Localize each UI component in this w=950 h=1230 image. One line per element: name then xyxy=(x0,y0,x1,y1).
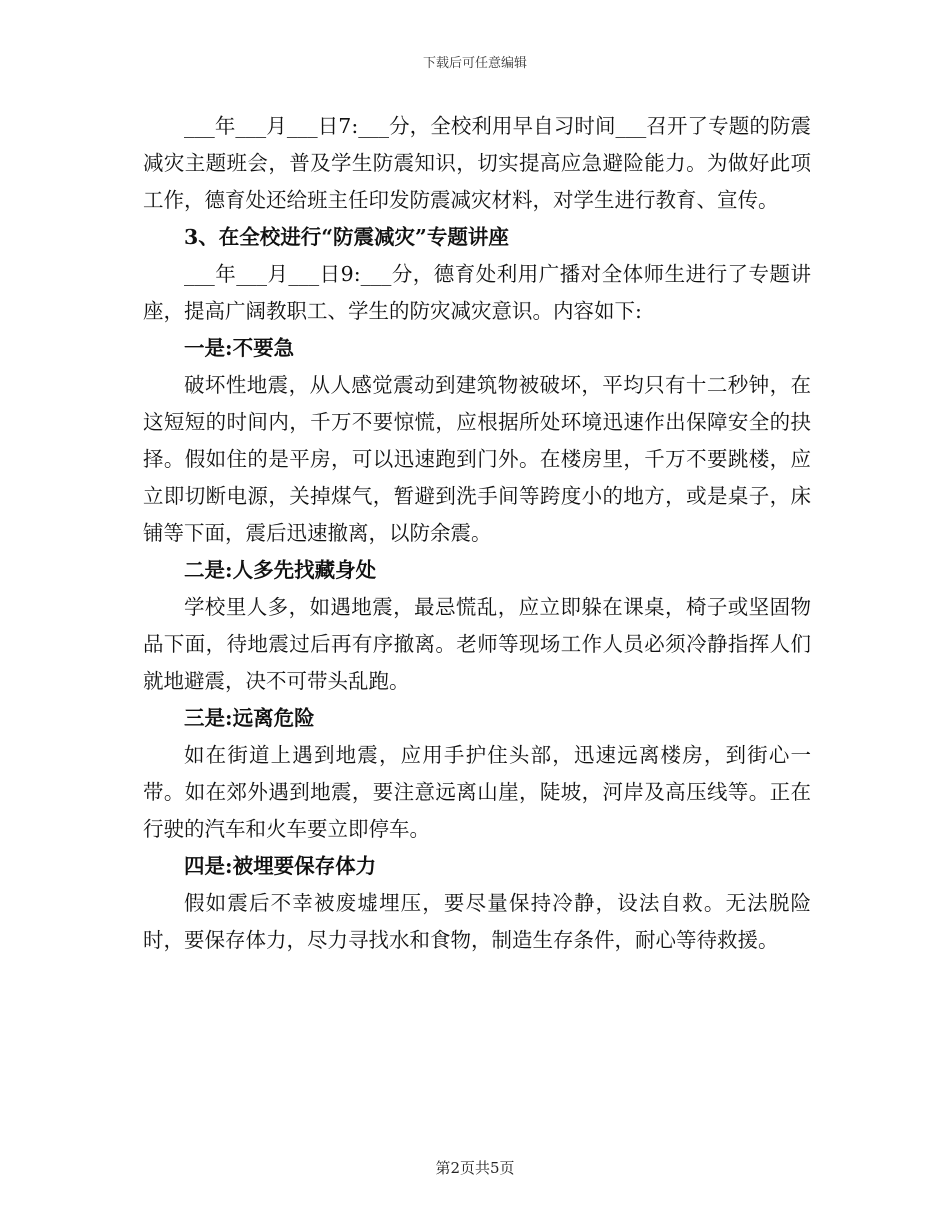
paragraph-class-meeting: ___年___月___日7:___分，全校利用早自习时间___召开了专题的防震减灾主题班会，普及学生防震知识，切实提高应急避险能力。为做好此项工作，德育处还给班主任印发防震减灾材料，对学生进行教育、宣传。 xyxy=(143,114,811,212)
paragraph-point-3: 如在街道上遇到地震，应用手护住头部，迅速远离楼房，到街心一带。如在郊外遇到地震，要注意远离山崖，陡坡，河岸及高压线等。正在行驶的汽车和火车要立即停车。 xyxy=(143,743,811,841)
document-body xyxy=(143,108,811,959)
point-heading-2: 二是:人多先找藏身处 xyxy=(184,558,377,582)
paragraph-point-1: 破坏性地震，从人感觉震动到建筑物被破坏，平均只有十二秒钟，在这短短的时间内，千万不要惊慌，应根据所处环境迅速作出保障安全的抉择。假如住的是平房，可以迅速跑到门外。在楼房里，千万不要跳楼，应立即切断电源，关掉煤气，暂避到洗手间等跨度小的地方，或是桌子，床铺等下面，震后迅速撤离，以防余震。 xyxy=(143,373,811,545)
page-number: 第2页共5页 xyxy=(435,1159,515,1177)
paragraph-point-4: 假如震后不幸被废墟埋压，要尽量保持冷静，设法自救。无法脱险时，要保存体力，尽力寻找水和食物，制造生存条件，耐心等待救援。 xyxy=(143,891,811,952)
page-header: 下载后可任意编辑 xyxy=(422,56,527,71)
paragraph-lecture-intro: ___年___月___日9:___分，德育处利用广播对全体师生进行了专题讲座，提高广阔教职工、学生的防灾减灾意识。内容如下: xyxy=(143,262,811,323)
paragraph-point-2: 学校里人多，如遇地震，最忌慌乱，应立即躲在课桌，椅子或坚固物品下面，待地震过后再有序撤离。老师等现场工作人员必须冷静指挥人们就地避震，决不可带头乱跑。 xyxy=(143,595,811,693)
point-heading-4: 四是:被埋要保存体力 xyxy=(184,854,377,878)
point-heading-1: 一是:不要急 xyxy=(184,336,295,360)
point-heading-3: 三是:远离危险 xyxy=(184,706,315,730)
section-heading-lecture: 3、在全校进行“防震减灾”专题讲座 xyxy=(184,225,509,249)
